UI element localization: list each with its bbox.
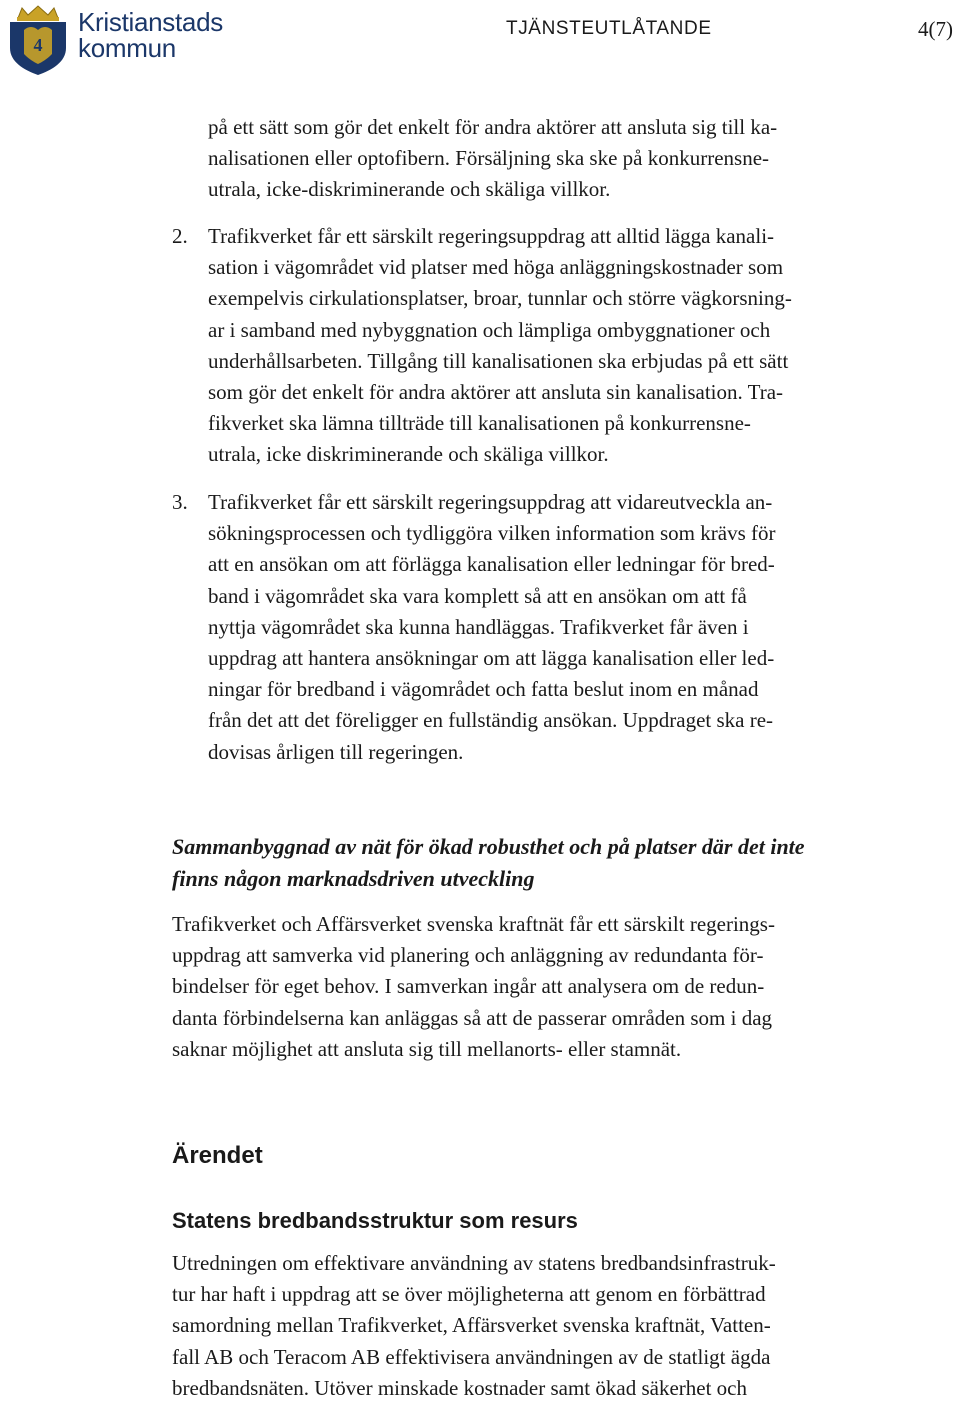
text-line: att en ansökan om att förlägga kanalisation eller ledningar för bred- <box>208 552 775 577</box>
text-line: band i vägområdet ska vara komplett så att en ansökan om att få <box>208 583 747 608</box>
subheading-statens-bredbandsstruktur: Statens bredbandsstruktur som resurs <box>172 1208 578 1233</box>
crowned-shield-icon <box>6 4 70 76</box>
list-item-text <box>208 487 888 768</box>
text-line: underhållsarbeten. Tillgång till kanalisationen ska erbjudas på ett sätt <box>208 348 789 373</box>
text-line: sation i vägområdet vid platser med höga anläggningskostnader som <box>208 255 784 280</box>
text-line: sökningsprocessen och tydliggöra vilken information som krävs för <box>208 521 776 546</box>
text-line: nalisationen eller optofibern. Försäljning ska ske på konkurrensne- <box>208 146 770 171</box>
heading-arendet: Ärendet <box>172 1142 263 1169</box>
text-line: exempelvis cirkulationsplatser, broar, tunnlar och större vägkorsning- <box>208 286 792 311</box>
text-line: bindelser för eget behov. I samverkan ingår att analysera om de redun- <box>172 974 765 999</box>
heading-line: finns någon marknadsdriven utveckling <box>172 866 535 891</box>
text-line: fikverket ska lämna tillträde till kanalisationen på konkurrensne- <box>208 411 751 436</box>
text-line: samordning mellan Trafikverket, Affärsverket svenska kraftnät, Vatten- <box>172 1313 771 1338</box>
page-number: 4(7) <box>918 17 953 41</box>
continued-paragraph <box>208 112 888 206</box>
text-line: bredbandsnäten. Utöver minskade kostnader samt ökad säkerhet och <box>172 1375 747 1400</box>
text-line: utrala, icke-diskriminerande och skäliga villkor. <box>208 177 611 202</box>
text-line: Utredningen om effektivare användning av statens bredbandsinfrastruk- <box>172 1251 776 1275</box>
text-line: dovisas årligen till regeringen. <box>208 739 464 764</box>
text-line: uppdrag att samverka vid planering och anläggning av redundanta för- <box>172 943 764 968</box>
text-line: fall AB och Teracom AB effektivisera användningen av de statligt ägda <box>172 1344 771 1369</box>
list-item-number: 2. <box>172 224 188 248</box>
svg-text:4: 4 <box>33 35 43 55</box>
list-item-text <box>208 221 888 471</box>
text-line: som gör det enkelt för andra aktörer att ansluta sin kanalisation. Tra- <box>208 380 784 405</box>
heading-line: Sammanbyggnad av nät för ökad robusthet och på platser där det inte <box>172 834 805 859</box>
section-heading-italic <box>172 831 872 895</box>
org-name-line-2: kommun <box>78 33 176 63</box>
text-line: uppdrag att hantera ansökningar om att lägga kanalisation eller led- <box>208 646 775 671</box>
text-line: saknar möjlighet att ansluta sig till mellanorts- eller stamnät. <box>172 1036 682 1061</box>
text-line: ningar för bredband i vägområdet och fatta beslut inom en månad <box>208 677 759 702</box>
text-line: tur har haft i uppdrag att se över möjligheterna att genom en förbättrad <box>172 1282 766 1307</box>
text-line: ar i samband med nybyggnation och lämpliga ombyggnationer och <box>208 317 771 342</box>
text-line: på ett sätt som gör det enkelt för andra aktörer att ansluta sig till ka- <box>208 115 778 139</box>
text-line: Trafikverket och Affärsverket svenska kraftnät får ett särskilt regerings- <box>172 912 775 936</box>
text-line: nyttja vägområdet ska kunna handläggas. Trafikverket får även i <box>208 614 749 639</box>
text-line: danta förbindelserna kan anläggas så att de passerar områden som i dag <box>172 1005 773 1030</box>
list-item-number: 3. <box>172 490 188 514</box>
organization-name <box>78 9 223 61</box>
text-line: Trafikverket får ett särskilt regeringsuppdrag att vidareutveckla an- <box>208 490 773 514</box>
document-type: TJÄNSTEUTLÅTANDE <box>506 18 712 39</box>
arendet-paragraph <box>172 1248 872 1404</box>
text-line: utrala, icke diskriminerande och skäliga villkor. <box>208 442 609 467</box>
org-name-line-1: Kristianstads <box>78 7 223 37</box>
text-line: från det att det föreligger en fullständig ansökan. Uppdraget ska re- <box>208 708 774 733</box>
section-paragraph <box>172 909 872 1065</box>
text-line: Trafikverket får ett särskilt regeringsuppdrag att alltid lägga kanali- <box>208 224 775 248</box>
